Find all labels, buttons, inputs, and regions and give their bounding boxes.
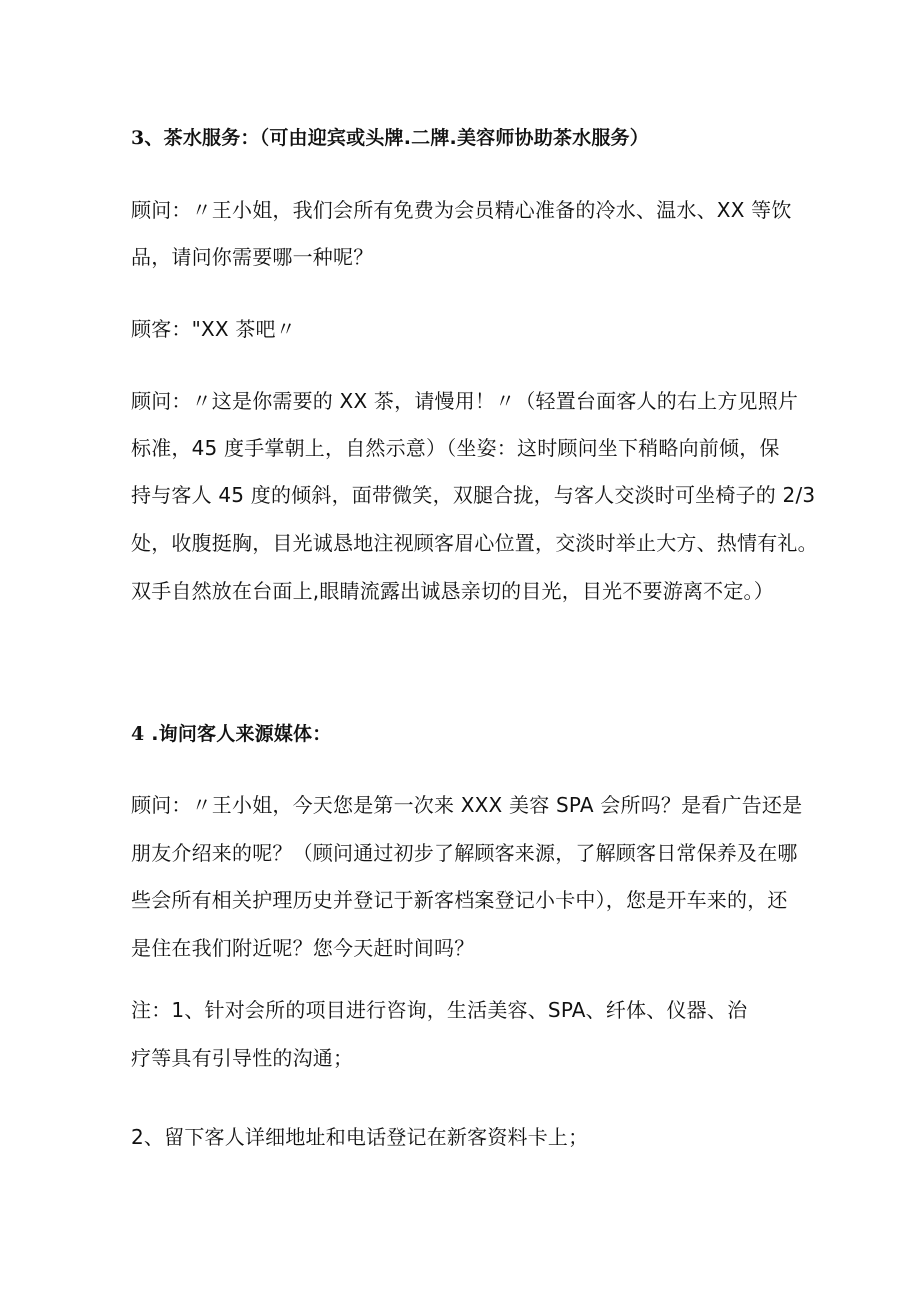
paragraph-line: 双手自然放在台面上,眼睛流露出诚恳亲切的目光，目光不要游离不定。） [131,579,774,603]
paragraph-line: 朋友介绍来的呢？（顾问通过初步了解顾客来源，了解顾客日常保养及在哪 [131,841,798,865]
section-3-number: 3 [131,127,145,149]
note-line: 注：1、针对会所的项目进行咨询，生活美容、SPA、纤体、仪器、治 [131,998,748,1022]
paragraph-line: 顾客："XX 茶吧〃 [131,317,296,341]
paragraph-line: 处，收腹挺胸，目光诚恳地注视顾客眉心位置，交淡时举止大方、热情有礼。 [131,531,818,555]
paragraph-line: 些会所有相关护理历史并登记于新客档案登记小卡中），您是开车来的，还 [131,888,788,912]
section-4-number: 4 [131,723,145,745]
section-4-heading [131,720,811,748]
section-3-title: 、茶水服务：（可由迎宾或头牌.二牌.美容师协助茶水服务） [144,127,649,149]
paragraph-line: 品，请问你需要哪一种呢？ [131,245,374,269]
section-3-heading [131,124,811,152]
paragraph-line: 顾问：〃这是你需要的 XX 茶，请慢用！〃（轻置台面客人的右上方见照片 [131,389,799,413]
paragraph-line: 顾问：〃王小姐，我们会所有免费为会员精心准备的冷水、温水、XX 等饮 [131,198,792,222]
note-line: 2、留下客人详细地址和电话登记在新客资料卡上； [131,1125,589,1149]
paragraph-line: 顾问：〃王小姐，今天您是第一次来 XXX 美容 SPA 会所吗？是看广告还是 [131,793,803,817]
paragraph-line: 持与客人 45 度的倾斜，面带微笑，双腿合拢，与客人交淡时可坐椅子的 2/3 [131,483,816,507]
section-4-title: .询问客人来源媒体： [144,723,332,745]
note-line: 疗等具有引导性的沟通； [131,1046,354,1070]
paragraph-line: 标准，45 度手掌朝上，自然示意）（坐姿：这时顾问坐下稍略向前倾，保 [131,436,780,460]
paragraph-line: 是住在我们附近呢？您今天赶时间吗？ [131,936,475,960]
